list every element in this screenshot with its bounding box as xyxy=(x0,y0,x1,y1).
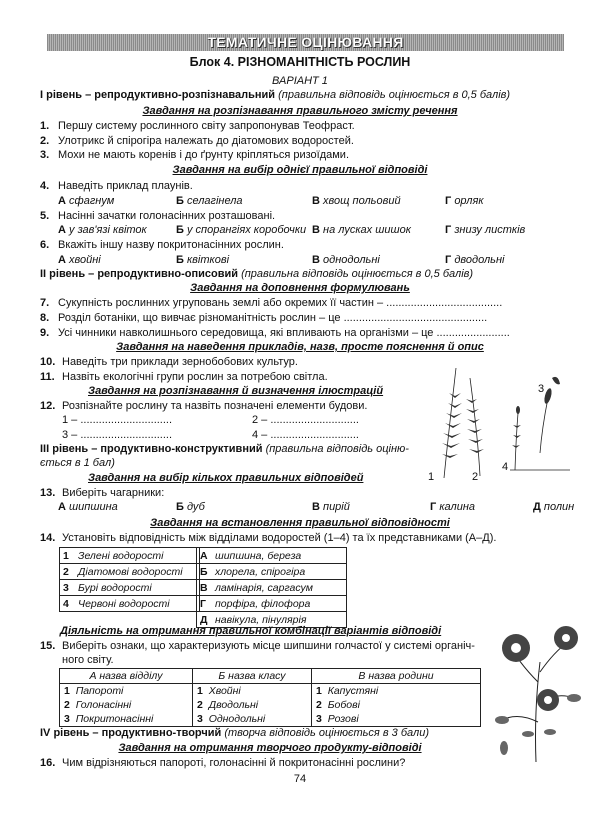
table-row: В ламінарія, саргасум xyxy=(197,580,347,596)
q6-option-b: Б квіткові xyxy=(176,254,230,266)
q14-table-left xyxy=(59,547,200,612)
section-heading-3: Завдання на доповнення формулювань xyxy=(190,282,410,294)
section-banner xyxy=(47,34,564,51)
section-heading-7: Завдання на встановлення правильної відповідності xyxy=(150,517,450,529)
section-heading-8: Діяльність на отримання правильної комбінації варіантів відповіді xyxy=(60,625,442,637)
figure-label-3: 3 xyxy=(538,383,545,395)
table-row: 3 Бурі водорості xyxy=(60,580,200,596)
section-heading-2: Завдання на вибір однієї правильної відповіді xyxy=(172,164,428,176)
table-row: 1 Зелені водорості xyxy=(60,548,200,564)
block-title: Блок 4. РІЗНОМАНІТНІСТЬ РОСЛИН xyxy=(189,55,411,69)
question-6: 6. Вкажіть іншу назву покритонасінних рослин. xyxy=(40,239,284,251)
q4-option-c: В хвощ польовий xyxy=(312,195,401,207)
banner-title: ТЕМАТИЧНЕ ОЦІНЮВАННЯ xyxy=(207,34,404,50)
variant-label: ВАРІАНТ 1 xyxy=(272,75,328,87)
q13-option-c: В пирій xyxy=(312,501,350,513)
q6-option-c: В однодольні xyxy=(312,254,380,266)
question-7: 7. Сукупність рослинних угруповань землі або окремих її частин – ...................................... xyxy=(40,297,503,309)
q13-option-d: Г калина xyxy=(430,501,475,513)
figure-label-4: 4 xyxy=(502,461,509,473)
level1-title: І рівень – репродуктивно-розпізнавальний xyxy=(40,89,276,101)
question-3: 3. Мохи не мають коренів і до ґрунту кріпляться ризоїдами. xyxy=(40,149,349,161)
q5-option-d: Г знизу листків xyxy=(445,224,526,236)
table-row: 1 Папороті 2 Голонасінні 3 Покритонасінні 1 Хвойні 2 Дводольні 3 Однодольні 1 Капустяні 2 Бобові 3 Розові xyxy=(60,684,481,727)
section-heading-6: Завдання на вибір кількох правильних відповідей xyxy=(88,472,364,484)
question-2: 2. Улотрикс й спірогіра належать до діатомових водоростей. xyxy=(40,135,354,147)
question-1: 1. Першу систему рослинного світу запропонував Теофраст. xyxy=(40,120,355,132)
q6-option-a: А хвойні xyxy=(58,254,101,266)
q15-table xyxy=(59,668,481,727)
question-15: 15. Виберіть ознаки, що характеризують місце шипшини голчастої у системі органіч- xyxy=(40,640,475,652)
section-heading-1: Завдання на розпізнавання правильного змісту речення xyxy=(142,105,458,117)
question-10: 10. Наведіть три приклади зернобобових культур. xyxy=(40,356,298,368)
q5-option-c: В на лусках шишок xyxy=(312,224,411,236)
q4-option-b: Б селагінела xyxy=(176,195,243,207)
table-row: Г порфіра, філофора xyxy=(197,596,347,612)
figure-label-2: 2 xyxy=(472,471,479,483)
q12-line-1: 1 – .............................. xyxy=(62,414,173,426)
table-row: Д навікула, пінулярія xyxy=(197,612,347,628)
q15-header-b: Б назва класу xyxy=(193,669,312,684)
level1-heading xyxy=(40,88,510,102)
q15-header-a: А назва відділу xyxy=(60,669,193,684)
moss-illustration xyxy=(420,358,590,488)
question-11: 11. Назвіть екологічні групи рослин за потребою світла. xyxy=(40,371,328,383)
q12-line-4: 4 – ............................. xyxy=(252,429,359,441)
question-8: 8. Розділ ботаніки, що вивчає різноманітність рослин – це ............................................... xyxy=(40,312,488,324)
question-4: 4. Наведіть приклад плаунів. xyxy=(40,180,193,192)
question-15-cont: ного світу. xyxy=(62,654,114,666)
level2-heading: ІІ рівень – репродуктивно-описовий (правильна відповідь оцінюється в 0,5 балів) xyxy=(40,268,474,280)
rosehip-illustration xyxy=(488,612,588,764)
level3-heading: ІІІ рівень – продуктивно-конструктивний (правильна відповідь оціню- xyxy=(40,443,409,455)
q4-option-d: Г орляк xyxy=(445,195,484,207)
level3-note-cont: ється в 1 бал) xyxy=(40,457,115,469)
question-12: 12. Розпізнайте рослину та назвіть позначені елементи будови. xyxy=(40,400,368,412)
q14-table-right xyxy=(196,547,347,628)
q4-option-a: А сфагнум xyxy=(58,195,115,207)
table-row: Б хлорела, спірогіра xyxy=(197,564,347,580)
page-number: 74 xyxy=(293,773,307,785)
q13-option-a: А шипшина xyxy=(58,501,118,513)
q5-option-a: А у зав'язі квіток xyxy=(58,224,147,236)
question-5: 5. Насінні зачатки голонасінних розташовані. xyxy=(40,210,276,222)
section-heading-9: Завдання на отримання творчого продукту-відповіді xyxy=(118,742,422,754)
table-row xyxy=(60,669,481,684)
q5-option-b: Б у спорангіях коробочки xyxy=(176,224,307,236)
question-14: 14. Установіть відповідність між відділами водоростей (1–4) та їх представниками (А–Д). xyxy=(40,532,497,544)
q15-header-c: В назва родини xyxy=(312,669,481,684)
question-9: 9. Усі чинники навколишнього середовища, які впливають на організми – це ........................ xyxy=(40,327,510,339)
level1-note: (правильна відповідь оцінюється в 0,5 балів) xyxy=(278,89,511,101)
q6-option-d: Г дводольні xyxy=(445,254,505,266)
q13-option-e: Д полин xyxy=(533,501,575,513)
q12-line-2: 2 – ............................. xyxy=(252,414,359,426)
question-16: 16. Чим відрізняються папороті, голонасінні й покритонасінні рослини? xyxy=(40,757,406,769)
level4-heading: IV рівень – продуктивно-творчий (творча відповідь оцінюється в 3 бали) xyxy=(40,727,429,739)
section-heading-4: Завдання на наведення прикладів, назв, просте пояснення й опис xyxy=(116,341,484,353)
figure-label-1: 1 xyxy=(428,471,435,483)
table-row: 4 Червоні водорості xyxy=(60,596,200,612)
table-row: 2 Діатомові водорості xyxy=(60,564,200,580)
section-heading-5: Завдання на розпізнавання й визначення ілюстрацій xyxy=(88,385,384,397)
question-13: 13. Виберіть чагарники: xyxy=(40,487,165,499)
table-row: А шипшина, береза xyxy=(197,548,347,564)
q12-line-3: 3 – .............................. xyxy=(62,429,173,441)
q13-option-b: Б дуб xyxy=(176,501,205,513)
